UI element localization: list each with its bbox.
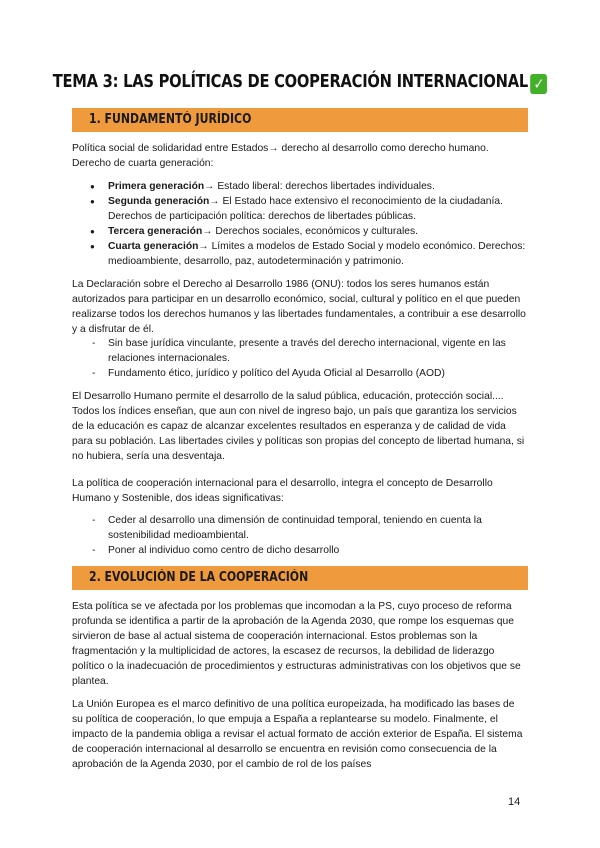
section-heading-2-text: 2. EVOLUCIÓN DE LA COOPERACIÓN — [89, 570, 309, 585]
list-item — [90, 224, 530, 239]
generations-list — [90, 179, 530, 269]
generation-term: Cuarta generación — [108, 241, 199, 252]
generation-term: Primera generación — [108, 181, 205, 192]
section-heading-1-text: 1. FUNDAMENTÓ JURÍDICO — [89, 112, 252, 127]
generation-term: Tercera generación — [108, 226, 203, 237]
declaration-paragraph: La Declaración sobre el Derecho al Desarrollo 1986 (ONU): todos los seres humanos están autorizados para participar en un desarrollo económico, social, cultural y político en el que pueden realizarse todos los derechos humanos y las libertades fundamentales, a contribuir a ese desarrollo y a disfrutar de él. — [72, 279, 526, 335]
section-heading-2 — [72, 566, 528, 590]
declaration-points — [90, 336, 530, 381]
page-title-text: TEMA 3: LAS POLÍTICAS DE COOPERACIÓN INTERNACIONAL — [52, 72, 528, 92]
generation-text: → El Estado hace extensivo el reconocimiento de la ciudadanía. Derechos de participación política: derechos de libertades públicas. — [108, 196, 503, 222]
list-item: - Sin base jurídica vinculante, presente a través del derecho internacional, vigente en las relaciones internacionales. — [90, 336, 530, 366]
page-title — [48, 72, 552, 94]
check-mark-icon: ✓ — [530, 74, 547, 94]
evolution-paragraph-1: Esta política se ve afectada por los problemas que incomodan a la PS, cuyo proceso de reforma profunda se identifica a partir de la aprobación de la Agenda 2030, que rompe los esquemas que sirvieron de base al actual sistema de cooperación internacional. Estos problemas son la fragmentación y la multiplicidad de actores, la escasez de recursos, la debilidad de liderazgo político o la inadecuación de procedimientos y estructuras administrativas con los objetivos que se plantea. — [72, 601, 521, 687]
page-number: 14 — [508, 796, 521, 808]
generation-text: → Estado liberal: derechos libertades individuales. — [204, 181, 435, 192]
list-item: - Poner al individuo como centro de dicho desarrollo — [90, 543, 530, 558]
list-item — [90, 239, 530, 269]
list-item: - Fundamento ético, jurídico y político del Ayuda Oficial al Desarrollo (AOD) — [90, 366, 530, 381]
list-item — [90, 194, 530, 224]
generation-text: → Derechos sociales, económicos y culturales. — [202, 226, 419, 237]
list-item: - Ceder al desarrollo una dimensión de continuidad temporal, teniendo en cuenta la sostenibilidad medioambiental. — [90, 513, 530, 543]
policy-points — [90, 513, 530, 558]
generation-term: Segunda generación — [108, 196, 210, 207]
policy-paragraph: La política de cooperación internacional para el desarrollo, integra el concepto de Desarrollo Humano y Sostenible, dos ideas significativas: — [72, 478, 493, 504]
section-1-intro: Política social de solidaridad entre Estados→ derecho al desarrollo como derecho humano. Derecho de cuarta generación: — [72, 143, 489, 169]
generation-text: → Límites a modelos de Estado Social y modelo económico. Derechos: medioambiente, desarrollo, paz, autodeterminación y patrimonio. — [108, 241, 526, 267]
section-heading-1 — [72, 108, 528, 132]
human-development-paragraph: El Desarrollo Humano permite el desarrollo de la salud pública, educación, protección social.... Todos los índices enseñan, que aun con nivel de ingreso bajo, un país que garantiza los servicios de la educación es capaz de alcanzar excelentes resultados en esperanza y de calidad de vida para su población. Las libertades civiles y políticas son propias del concepto de libertad humana, si no hubiera, sería una desventaja. — [72, 391, 525, 462]
list-item — [90, 179, 530, 194]
evolution-paragraph-2: La Unión Europea es el marco definitivo de una política europeizada, ha modificado las bases de su política de cooperación, lo que empuja a España a replantearse su modelo. Finalmente, el impacto de la pandemia obliga a revisar el actual formato de acción exterior de España. El sistema de cooperación internacional al desarrollo se encuentra en revisión como consecuencia de la aprobación de la Agenda 2030, por el cambio de rol de los países — [72, 699, 523, 770]
